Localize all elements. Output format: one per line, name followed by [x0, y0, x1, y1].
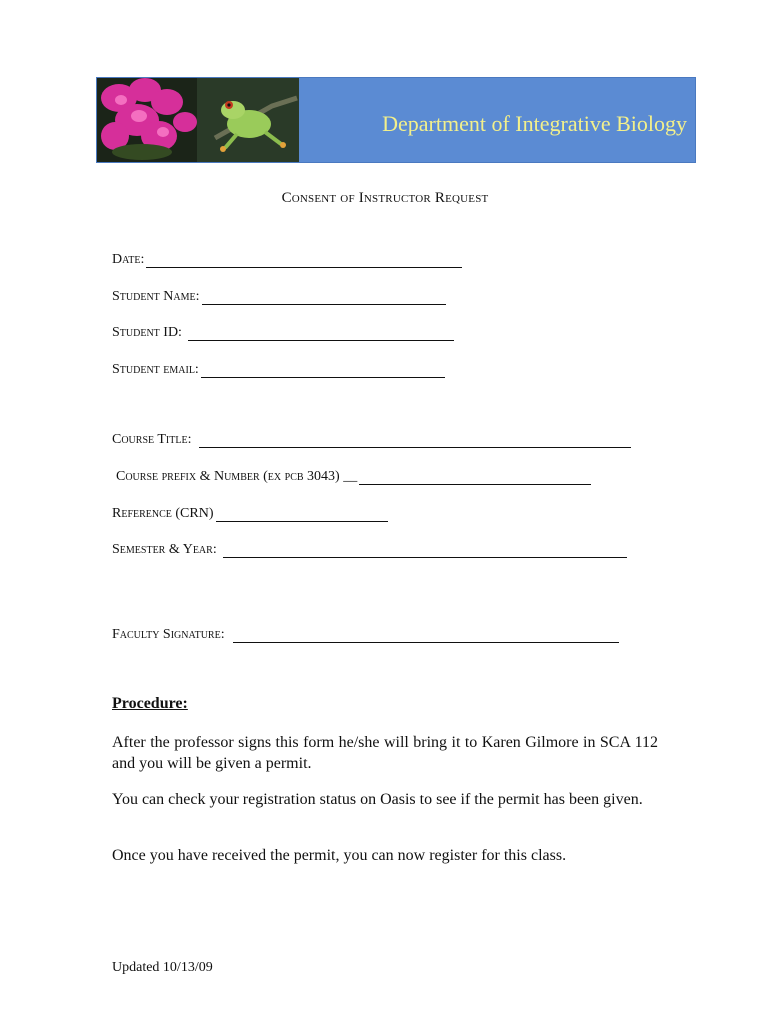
faculty-signature-field: [112, 623, 619, 643]
student-id-label: Student ID:: [112, 325, 182, 340]
student-email-label: Student email:: [112, 362, 199, 377]
reference-input-line[interactable]: [216, 507, 388, 522]
student-name-label: Student Name:: [112, 289, 200, 304]
date-field: [112, 248, 462, 268]
procedure-paragraph-2: You can check your registration status on Oasis to see if the permit has been given.: [112, 791, 643, 808]
course-title-label: Course Title:: [112, 432, 192, 447]
form-heading-text: Consent of Instructor Request: [281, 190, 489, 206]
faculty-signature-label: Faculty Signature:: [112, 627, 225, 642]
course-title-input-line[interactable]: [199, 433, 631, 448]
updated-date: Updated 10/13/09: [112, 960, 213, 975]
reference-label: Reference (CRN): [112, 506, 214, 521]
reference-field: [112, 502, 388, 522]
student-email-input-line[interactable]: [201, 363, 445, 378]
student-email-field: [112, 358, 445, 378]
student-id-field: [112, 321, 454, 341]
semester-year-label: Semester & Year:: [112, 542, 217, 557]
semester-year-input-line[interactable]: [223, 543, 627, 558]
procedure-paragraph-1: After the professor signs this form he/she will bring it to Karen Gilmore in SCA 112 and you will be given a permit.: [112, 734, 658, 772]
course-prefix-field: [116, 465, 591, 485]
procedure-paragraph-3: Once you have received the permit, you can now register for this class.: [112, 847, 567, 864]
procedure-title: Procedure:: [112, 695, 188, 712]
course-title-field: [112, 428, 631, 448]
form-heading: [0, 190, 770, 207]
orchid-frog-image: [97, 78, 299, 163]
date-input-line[interactable]: [146, 253, 462, 268]
course-prefix-input-line[interactable]: [359, 470, 591, 485]
student-name-input-line[interactable]: [202, 290, 446, 305]
department-banner: [96, 77, 696, 163]
student-name-field: [112, 285, 446, 305]
faculty-signature-input-line[interactable]: [233, 628, 619, 643]
semester-year-field: [112, 538, 627, 558]
course-prefix-label: Course prefix & Number (ex pcb 3043) __: [116, 469, 358, 484]
date-label: Date:: [112, 252, 145, 267]
department-title: Department of Integrative Biology: [382, 111, 687, 136]
orchid-and-frog-photo: [97, 78, 299, 163]
student-id-input-line[interactable]: [188, 326, 454, 341]
